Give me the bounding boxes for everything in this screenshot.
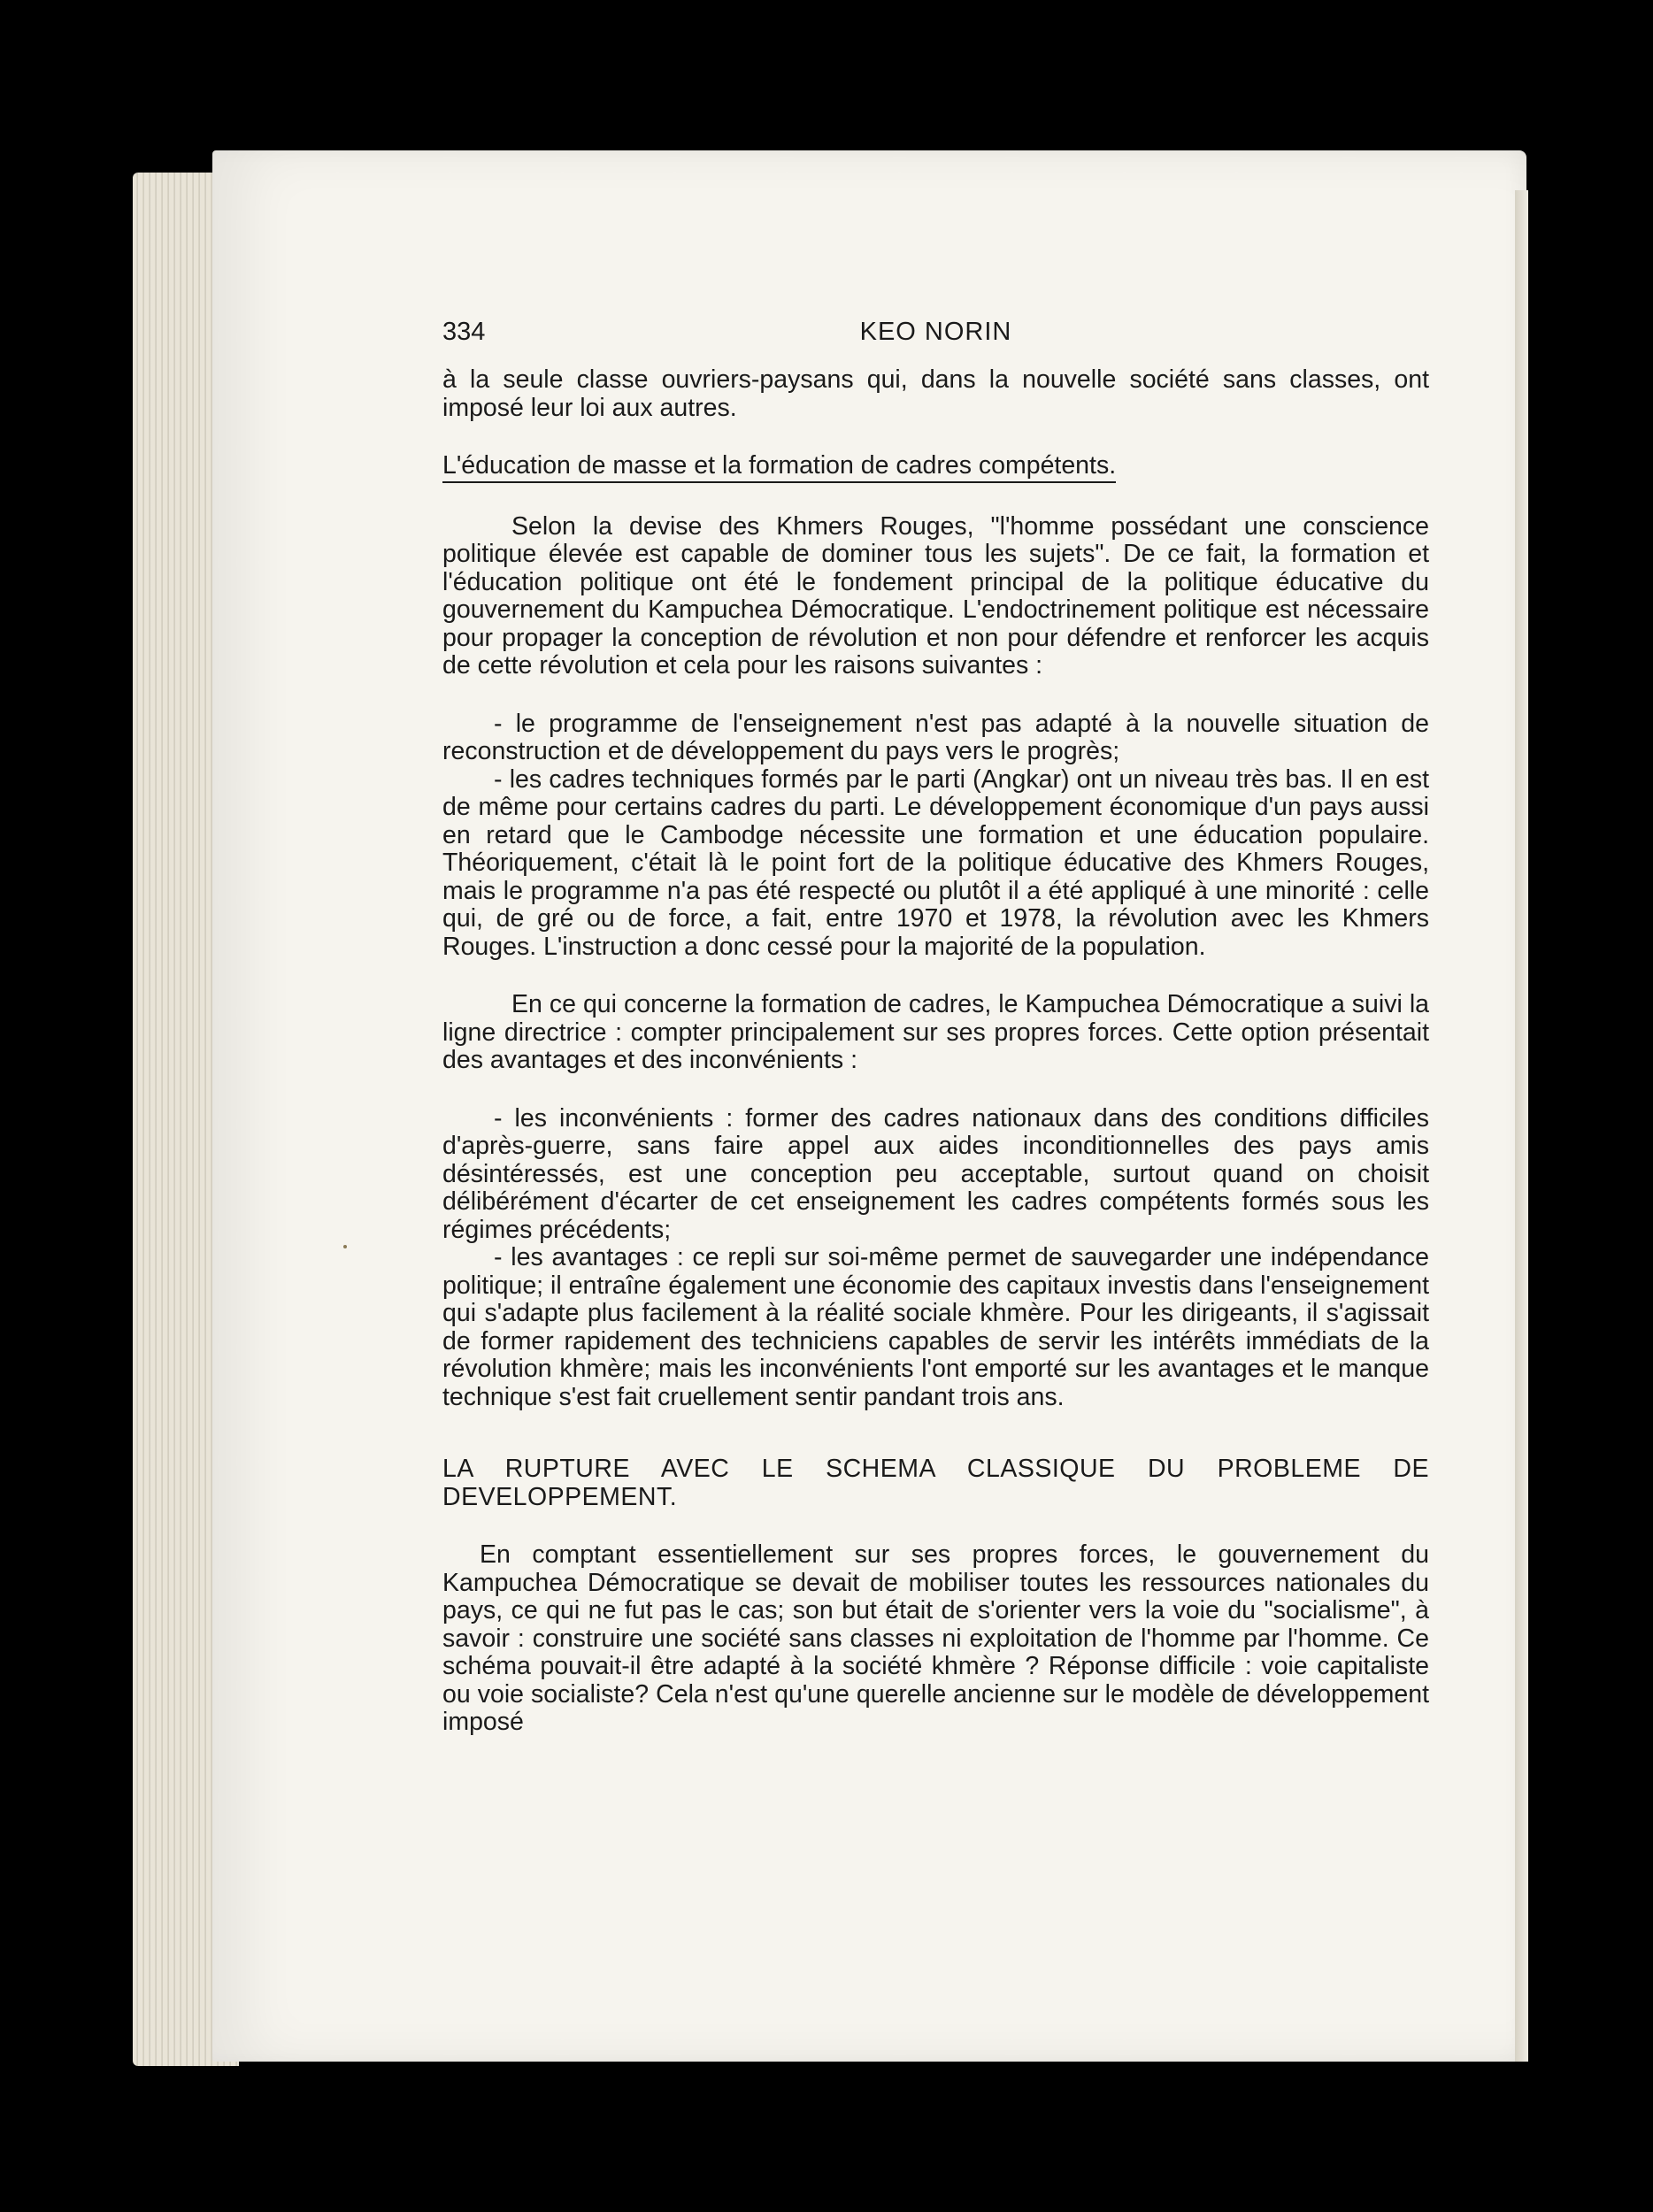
paragraph-khmer-rouge-motto: Selon la devise des Khmers Rouges, "l'homme possédant une conscience politique élevée est capable de dominer tous les sujets". De ce fait, la formation et l'éducation politique ont été le fondement principal de la politique éducative du gouvernement du Kampuchea Démocratique. L'endoctrinement politique est nécessaire pour propager la conception de révolution et non pour défendre et renforcer les acquis de cette révolution et cela pour les raisons suivantes : xyxy=(442,511,1429,680)
list-item-avantages: - les avantages : ce repli sur soi-même permet de sauvegarder une indépendance politique; il entraîne également une économie des capitaux investis dans l'enseignement qui s'adapte plus facilement à la réalité sociale khmère. Pour les dirigeants, il s'agissait de former rapidement des techniciens capables de servir les intérêts immédiats de la révolution khmère; mais les inconvénients l'ont emporté sur les avantages et le manque technique s'est fait cruellement sentir pandant trois ans. xyxy=(442,1243,1429,1411)
list-item-inconvenients: - les inconvénients : former des cadres nationaux dans des conditions difficiles d'après-guerre, sans faire appel aux aides inconditionnelles des pays amis désintéressés, est une conception peu acceptable, surtout quand on choisit délibérément d'écarter de cet enseignement les cadres compétents formés sous les régimes précédents; xyxy=(442,1103,1429,1244)
list-item-programme: - le programme de l'enseignement n'est pas adapté à la nouvelle situation de reconstruction et de développement du pays vers le progrès; xyxy=(442,709,1429,765)
paper-speck xyxy=(343,1245,347,1248)
paragraph-rupture: En comptant essentiellement sur ses propres forces, le gouvernement du Kampuchea Démocratique se devait de mobiliser toutes les ressources nationales du pays, ce qui ne fut pas le cas; son but était de s'orienter vers la voie du "socialisme", à savoir : construire une société sans classes ni exploitation de l'homme par l'homme. Ce schéma pouvait-il être adapté à la société khmère ? Réponse difficile : voie capitaliste ou voie socialiste? Cela n'est qu'une querelle ancienne sur le modèle de développement imposé xyxy=(442,1540,1429,1736)
page-header xyxy=(442,319,1429,354)
paragraph-continuation: à la seule classe ouvriers-paysans qui, dans la nouvelle société sans classes, ont imposé leur loi aux autres. xyxy=(442,365,1429,422)
section-heading-education xyxy=(442,452,1429,483)
page-fold xyxy=(1515,190,1528,2062)
paragraph-cadre-formation: En ce qui concerne la formation de cadres, le Kampuchea Démocratique a suivi la ligne directrice : compter principalement sur ses propres forces. Cette option présentait des avantages et des inconvénients : xyxy=(442,990,1429,1074)
section-heading-rupture: LA RUPTURE AVEC LE SCHEMA CLASSIQUE DU PROBLEME DE DEVELOPPEMENT. xyxy=(442,1455,1429,1511)
page-number: 334 xyxy=(442,318,486,346)
running-head: KEO NORIN xyxy=(859,318,1012,346)
section-heading-text: L'éducation de masse et la formation de cadres compétents. xyxy=(442,452,1116,483)
list-item-cadres: - les cadres techniques formés par le parti (Angkar) ont un niveau très bas. Il en est de même pour certains cadres du parti. Le développement économique d'un pays aussi en retard que le Cambodge nécessite une formation et une éducation populaire. Théoriquement, c'était là le point fort de la politique éducative des Khmers Rouges, mais le programme n'a pas été respecté ou plutôt il a été appliqué à une minorité : celle qui, de gré ou de force, a fait, entre 1970 et 1978, la révolution avec les Khmers Rouges. L'instruction a donc cessé pour la majorité de la population. xyxy=(442,764,1429,961)
page-text xyxy=(442,319,1429,1737)
